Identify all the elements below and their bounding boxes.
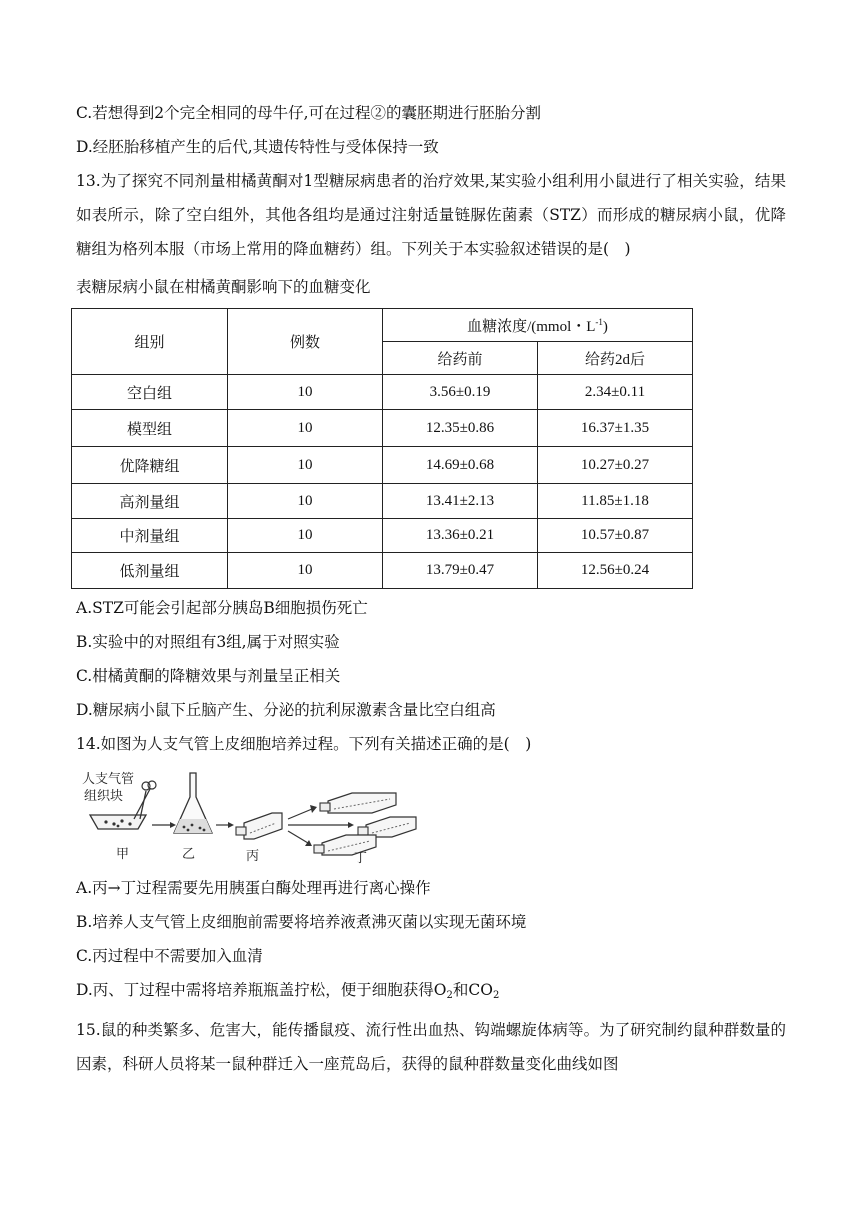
cell-count: 10 bbox=[228, 375, 383, 410]
q12-option-c: C.若想得到2个完全相同的母牛仔,可在过程②的囊胚期进行胚胎分割 bbox=[76, 104, 542, 122]
figure-label-ding: 丁 bbox=[354, 851, 368, 866]
table-row bbox=[72, 484, 693, 519]
cell-group: 中剂量组 bbox=[72, 519, 228, 553]
q13-stem: 13.为了探究不同剂量柑橘黄酮对1型糖尿病患者的治疗效果,某实验小组利用小鼠进行了相关实验，结果如表所示，除了空白组外，其他各组均是通过注射适量链脲佐菌素（STZ）而形成的糖尿病小鼠，优降糖组为格列本服（市场上常用的降血糖药）组。下列关于本实验叙述错误的是( ) bbox=[76, 172, 786, 258]
q13-option-b: B.实验中的对照组有3组,属于对照实验 bbox=[76, 633, 340, 651]
figure-label-yi: 乙 bbox=[182, 847, 196, 862]
cell-count: 10 bbox=[228, 447, 383, 484]
cell-group: 模型组 bbox=[72, 410, 228, 447]
cell-count: 10 bbox=[228, 553, 383, 589]
cell-count: 10 bbox=[228, 519, 383, 553]
cell-count: 10 bbox=[228, 484, 383, 519]
cell-group: 高剂量组 bbox=[72, 484, 228, 519]
cell-group: 优降糖组 bbox=[72, 447, 228, 484]
table-row bbox=[72, 410, 693, 447]
header-count: 例数 bbox=[228, 309, 383, 375]
cell-group: 低剂量组 bbox=[72, 553, 228, 589]
q14-option-a: A.丙→丁过程需要先用胰蛋白酶处理再进行离心操作 bbox=[76, 879, 431, 897]
header-group: 组别 bbox=[72, 309, 228, 375]
exam-page bbox=[76, 96, 786, 1081]
q13-option-d: D.糖尿病小鼠下丘脑产生、分泌的抗利尿激素含量比空白组高 bbox=[76, 701, 496, 719]
cell-group: 空白组 bbox=[72, 375, 228, 410]
table-row bbox=[72, 375, 693, 410]
cell-after: 10.57±0.87 bbox=[538, 519, 693, 553]
cell-after: 2.34±0.11 bbox=[538, 375, 693, 410]
table-row bbox=[72, 447, 693, 484]
cell-count: 10 bbox=[228, 410, 383, 447]
figure-label-tissue-1: 人支气管 bbox=[82, 772, 135, 787]
cell-after: 12.56±0.24 bbox=[538, 553, 693, 589]
cell-before: 13.36±0.21 bbox=[383, 519, 538, 553]
figure-label-bing: 丙 bbox=[246, 849, 260, 864]
figure-label-tissue-2: 组织块 bbox=[84, 789, 124, 804]
cell-after: 16.37±1.35 bbox=[538, 410, 693, 447]
q13-option-c: C.柑橘黄酮的降糖效果与剂量呈正相关 bbox=[76, 667, 341, 685]
cell-before: 14.69±0.68 bbox=[383, 447, 538, 484]
q14-option-c: C.丙过程中不需要加入血清 bbox=[76, 947, 263, 965]
header-after: 给药2d后 bbox=[538, 342, 693, 375]
q15-stem: 15.鼠的种类繁多、危害大，能传播鼠疫、流行性出血热、钩端螺旋体病等。为了研究制约鼠种群数量的因素，科研人员将某一鼠种群迁入一座荒岛后，获得的鼠种群数量变化曲线如图 bbox=[76, 1021, 786, 1073]
cell-before: 13.79±0.47 bbox=[383, 553, 538, 589]
cell-after: 11.85±1.18 bbox=[538, 484, 693, 519]
table-caption: 表糖尿病小鼠在柑橘黄酮影响下的血糖变化 bbox=[76, 278, 371, 296]
blood-glucose-table bbox=[71, 308, 693, 589]
cell-before: 12.35±0.86 bbox=[383, 410, 538, 447]
header-glucose: 血糖浓度/(mmol・$L^{-1}$) bbox=[383, 309, 693, 342]
q14-option-b: B.培养人支气管上皮细胞前需要将培养液煮沸灭菌以实现无菌环境 bbox=[76, 913, 527, 931]
cell-after: 10.27±0.27 bbox=[538, 447, 693, 484]
cell-culture-figure bbox=[76, 767, 436, 866]
table-row bbox=[72, 519, 693, 553]
header-before: 给药前 bbox=[383, 342, 538, 375]
cell-before: 13.41±2.13 bbox=[383, 484, 538, 519]
cell-before: 3.56±0.19 bbox=[383, 375, 538, 410]
figure-label-jia: 甲 bbox=[116, 847, 130, 862]
q14-stem: 14.如图为人支气管上皮细胞培养过程。下列有关描述正确的是( ) bbox=[76, 735, 532, 753]
table-row bbox=[72, 553, 693, 589]
q14-option-d: D.丙、丁过程中需将培养瓶瓶盖拧松，便于细胞获得$O_2$和$CO_2$ bbox=[76, 981, 500, 1001]
q13-option-a: A.STZ可能会引起部分胰岛B细胞损伤死亡 bbox=[76, 599, 368, 617]
q12-option-d: D.经胚胎移植产生的后代,其遗传特性与受体保持一致 bbox=[76, 138, 439, 156]
